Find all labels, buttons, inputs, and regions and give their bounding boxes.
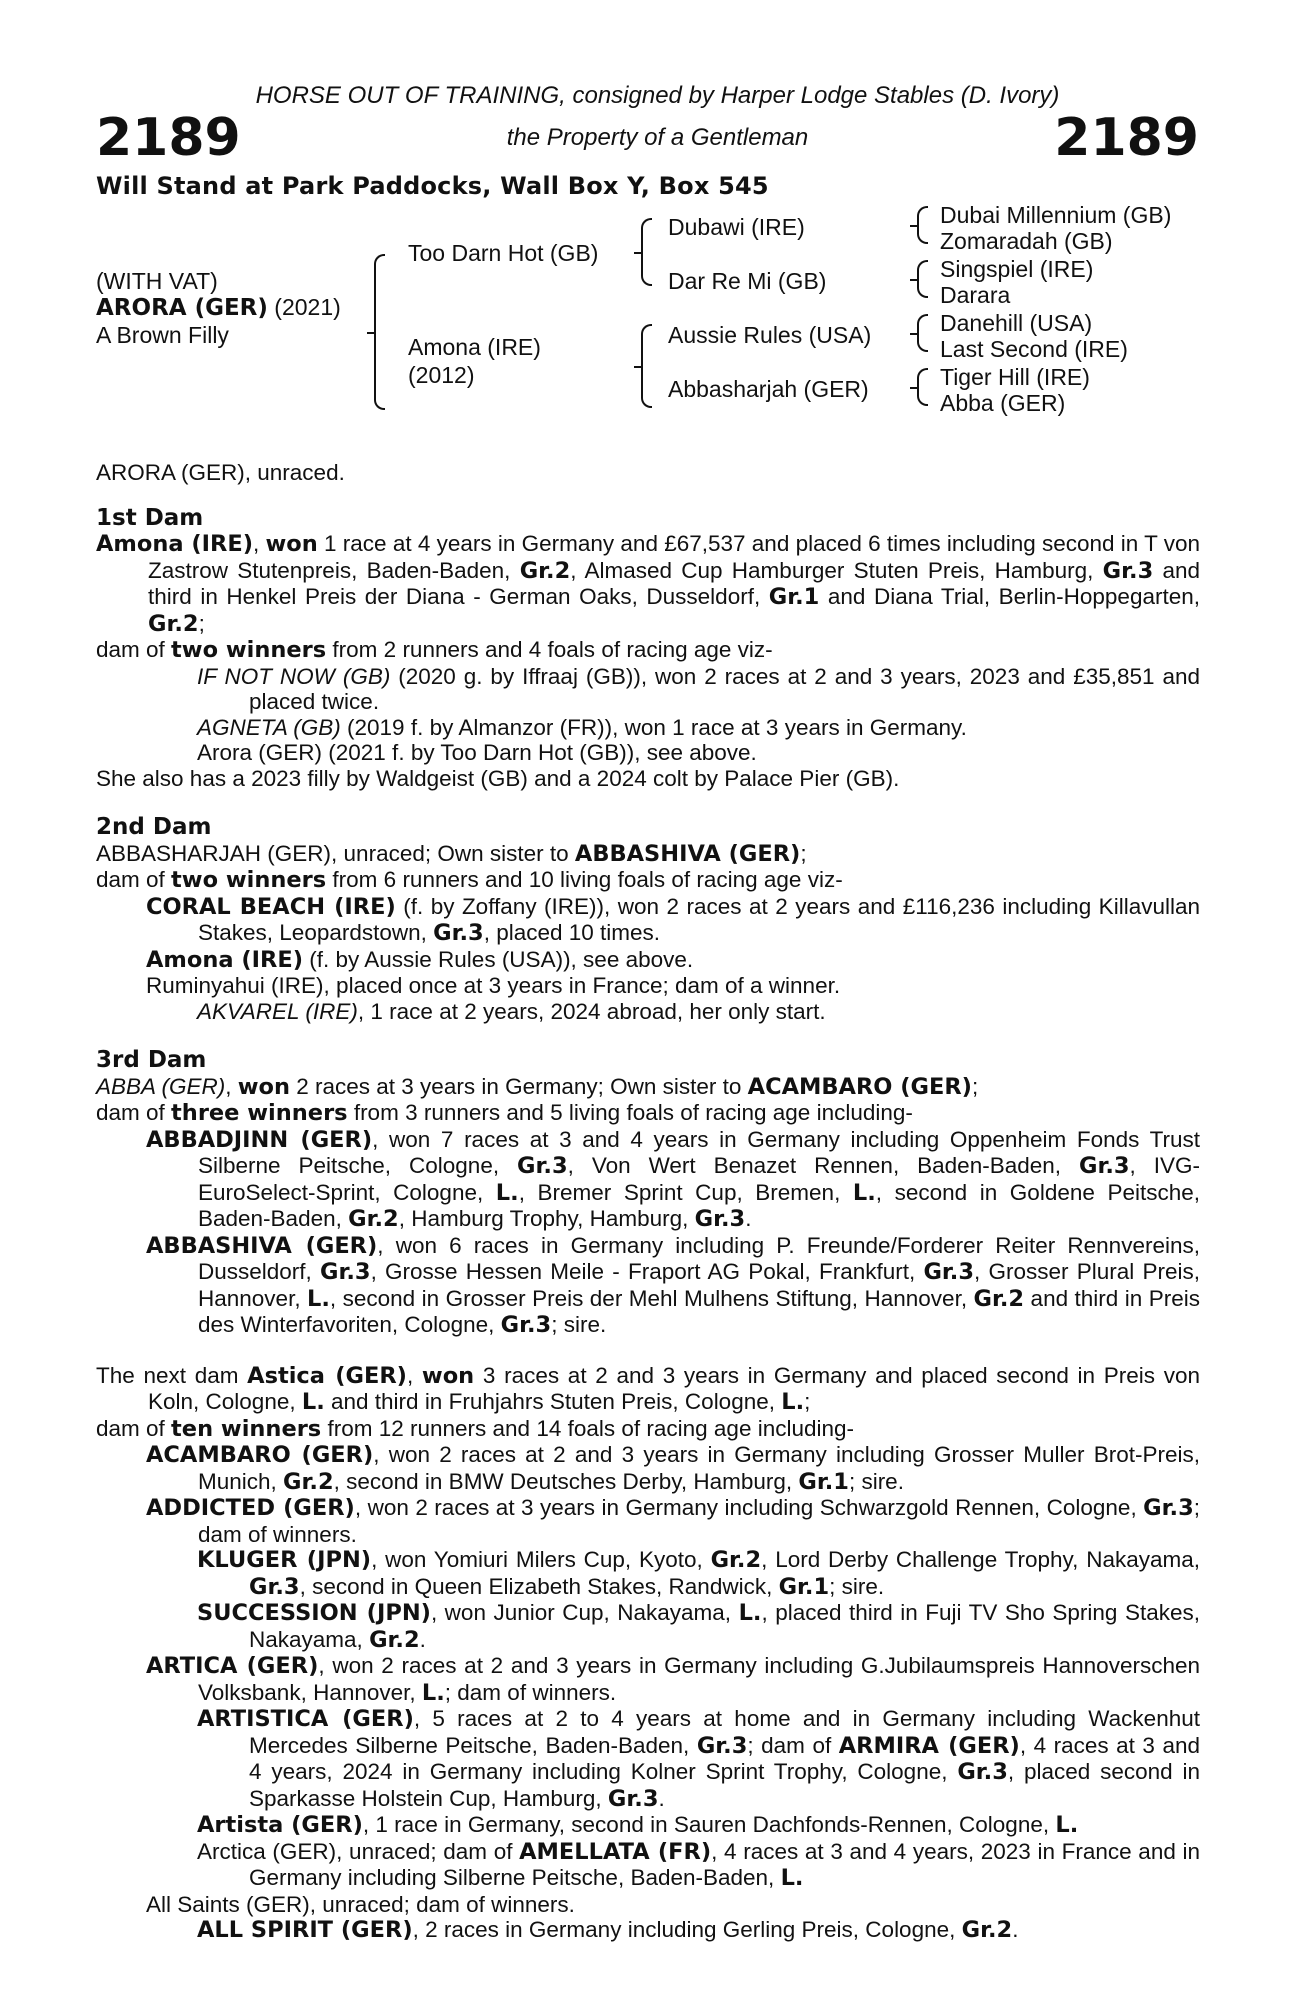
dam-year: (2012) xyxy=(408,362,475,388)
text: (f. by Zoffany (IRE)), won 2 races at 2 years and £116,236 including Killavullan Stakes, Leopardstown, xyxy=(198,893,1200,945)
text: , 1 race at 2 years, 2024 abroad, her only start. xyxy=(357,998,826,1024)
text: , 5 races at 2 to 4 years at home and in Germany including Wackenhut Mercedes Silberne Peitsche, Baden-Baden, xyxy=(249,1706,1200,1758)
foal-artistica xyxy=(96,1706,1200,1812)
first-dam-name: Amona (IRE) xyxy=(96,531,253,557)
foal-addicted xyxy=(96,1495,1200,1547)
text: ; xyxy=(971,1073,979,1099)
foal-all-spirit xyxy=(96,1917,1200,1944)
grade-label: Gr.3 xyxy=(320,1259,371,1285)
granddam-3: Last Second (IRE) xyxy=(940,336,1128,362)
text: ; sire. xyxy=(848,1468,904,1494)
grade-label: Gr.2 xyxy=(348,1206,399,1232)
horse-description: A Brown Filly xyxy=(96,322,229,348)
text: , Von Wert Benazet Rennen, Baden-Baden, xyxy=(567,1153,1079,1178)
text: , xyxy=(225,1073,238,1099)
won-label: won xyxy=(421,1362,475,1389)
brace-dam-parents xyxy=(641,324,652,408)
next-dam-produce-summary xyxy=(96,1416,1200,1443)
text: , second in Queen Elizabeth Stakes, Randwick, xyxy=(299,1573,779,1599)
foal-name: AMELLATA (FR) xyxy=(519,1838,712,1865)
text: , second in Grosser Preis der Mehl Mulhens Stiftung, Hannover, xyxy=(329,1285,974,1311)
grandsire-2: Singspiel (IRE) xyxy=(940,256,1094,282)
grade-label: Gr.2 xyxy=(961,1917,1013,1943)
foal-agneta xyxy=(96,715,1200,741)
text: (f. by Aussie Rules (USA)), see above. xyxy=(302,946,694,972)
text: , placed 10 times. xyxy=(483,920,661,945)
grade-label: L. xyxy=(852,1179,876,1206)
foal-ruminyahui: Ruminyahui (IRE), placed once at 3 years in France; dam of a winner. xyxy=(146,973,841,998)
dam-dam: Abbasharjah (GER) xyxy=(668,376,869,402)
grade-label: Gr.3 xyxy=(1143,1495,1194,1521)
grade-label: L. xyxy=(307,1285,330,1312)
second-dam-produce-summary xyxy=(96,867,1200,894)
granddam-4: Abba (GER) xyxy=(940,390,1066,416)
winners-count: three winners xyxy=(171,1100,348,1126)
foal-arora: Arora (GER) (2021 f. by Too Darn Hot (GB)), see above. xyxy=(197,740,757,765)
won-label: won xyxy=(237,1073,290,1100)
dam: Amona (IRE) xyxy=(408,334,541,360)
foal-akvarel xyxy=(96,999,1200,1025)
text: , won Yomiuri Milers Cup, Kyoto, xyxy=(371,1547,711,1572)
text: dam of xyxy=(96,637,172,662)
text: , 4 races at 3 and 4 years, 2023 in France and in Germany including Silberne Peitsche, Baden-Baden, xyxy=(249,1838,1201,1890)
grade-label: Gr.3 xyxy=(249,1573,300,1600)
grade-label: L. xyxy=(738,1600,762,1626)
intro-line: ARORA (GER), unraced. xyxy=(96,460,345,485)
foal-succession xyxy=(96,1600,1200,1653)
text: 1 race at 4 years in Germany and £67,537 and placed 6 times including second in T von Zastrow Stutenpreis, Baden-Baden, xyxy=(148,531,1201,583)
foal-name: AKVAREL (IRE) xyxy=(197,998,358,1024)
text: , IVG-EuroSelect-Sprint, Cologne, xyxy=(198,1153,1201,1205)
grade-label: L. xyxy=(1055,1812,1079,1838)
dam-sire: Aussie Rules (USA) xyxy=(668,322,872,348)
text: , xyxy=(253,531,266,556)
text: dam of xyxy=(96,1100,172,1125)
grade-label: Gr.3 xyxy=(923,1259,975,1285)
text: , won 2 races at 3 years in Germany including Schwarzgold Rennen, Cologne, xyxy=(354,1495,1144,1520)
text: 2 races at 3 years in Germany; Own sister to xyxy=(289,1073,748,1099)
grandsire-4: Tiger Hill (IRE) xyxy=(940,364,1090,390)
vat-label: (WITH VAT) xyxy=(96,268,218,294)
text: , Grosser Plural Preis, Hannover, xyxy=(198,1259,1200,1311)
first-dam-record xyxy=(96,531,1200,637)
grade-label: L. xyxy=(301,1389,325,1415)
foal-artista xyxy=(96,1812,1200,1839)
text: , placed third in Fuji TV Sho Spring Stakes, Nakayama, xyxy=(249,1600,1200,1652)
grade-label: Gr.2 xyxy=(710,1547,762,1573)
sire-sire: Dubawi (IRE) xyxy=(668,214,805,240)
grade-label: Gr.3 xyxy=(433,920,484,946)
text: (2020 g. by Iffraaj (GB)), won 2 races at 2 and 3 years, 2023 and £35,851 and placed twice. xyxy=(249,663,1200,714)
text: , placed second in Sparkasse Holstein Cup, Hamburg, xyxy=(249,1759,1201,1811)
foal-name: CORAL BEACH (IRE) xyxy=(146,893,396,920)
brace-g2 xyxy=(917,260,928,298)
first-dam-heading: 1st Dam xyxy=(96,504,204,531)
text: . xyxy=(419,1626,426,1652)
text: from 3 runners and 5 living foals of racing age including- xyxy=(347,1100,913,1125)
catalogue-body xyxy=(96,460,1200,1944)
text: ; xyxy=(800,840,807,866)
granddam-2: Darara xyxy=(940,282,1011,308)
won-label: won xyxy=(265,531,318,557)
foal-name: KLUGER (JPN) xyxy=(197,1547,372,1573)
text: ; xyxy=(198,610,205,636)
foal-amona xyxy=(96,947,1200,974)
grade-label: Gr.1 xyxy=(768,584,820,610)
text: , won 7 races at 3 and 4 years in Germany including Oppenheim Fonds Trust Silberne Peitsche, Cologne, xyxy=(198,1126,1200,1178)
second-dam-heading: 2nd Dam xyxy=(96,814,212,840)
foal-kluger xyxy=(96,1547,1200,1600)
stand-location: Will Stand at Park Paddocks, Wall Box Y, Box 545 xyxy=(96,172,769,200)
foal-name: ARMIRA (GER) xyxy=(838,1732,1020,1759)
text: . xyxy=(1012,1917,1019,1942)
next-dam-name: Astica (GER) xyxy=(247,1362,407,1389)
lot-number-left: 2189 xyxy=(96,108,241,168)
foal-artica xyxy=(96,1653,1200,1706)
grade-label: Gr.3 xyxy=(1102,557,1154,584)
text: , Lord Derby Challenge Trophy, Nakayama, xyxy=(761,1547,1200,1572)
next-dam-record xyxy=(96,1363,1200,1416)
grade-label: Gr.2 xyxy=(369,1626,420,1653)
first-dam-produce-summary xyxy=(96,637,1200,664)
text: Arctica (GER), unraced; dam of xyxy=(197,1838,520,1864)
foal-name: ABBASHIVA (GER) xyxy=(146,1232,378,1259)
third-dam-record xyxy=(96,1074,1200,1101)
text: . xyxy=(745,1206,752,1231)
sire: Too Darn Hot (GB) xyxy=(408,240,599,266)
third-dam-produce-summary xyxy=(96,1100,1200,1127)
foal-name: IF NOT NOW (GB) xyxy=(197,663,391,689)
brace-sire-parents xyxy=(641,218,652,286)
grandsire-1: Dubai Millennium (GB) xyxy=(940,202,1172,228)
foal-all-saints: All Saints (GER), unraced; dam of winners. xyxy=(146,1891,575,1917)
grandsire-3: Danehill (USA) xyxy=(940,310,1093,336)
text: ; dam of winners. xyxy=(198,1495,1200,1547)
text: , 1 race in Germany, second in Sauren Dachfonds-Rennen, Cologne, xyxy=(362,1812,1056,1837)
foal-name: ADDICTED (GER) xyxy=(146,1495,355,1521)
sister-name: ACAMBARO (GER) xyxy=(747,1073,972,1100)
grade-label: Gr.1 xyxy=(778,1573,830,1600)
text: ABBASHARJAH (GER), unraced; Own sister to xyxy=(96,840,575,866)
grade-label: L. xyxy=(781,1389,805,1415)
grade-label: Gr.2 xyxy=(519,557,571,584)
text: . xyxy=(658,1785,665,1811)
foal-abbadjinn xyxy=(96,1127,1200,1233)
sire-dam: Dar Re Mi (GB) xyxy=(668,268,827,294)
winners-count: two winners xyxy=(171,637,327,663)
sister-name: ABBASHIVA (GER) xyxy=(574,840,801,867)
horse-name: ARORA (GER) xyxy=(96,295,268,321)
foal-name: Artista (GER) xyxy=(197,1812,363,1838)
grade-label: Gr.3 xyxy=(517,1153,568,1179)
grade-label: Gr.3 xyxy=(1078,1153,1130,1179)
grade-label: Gr.3 xyxy=(957,1759,1008,1785)
text: , won Junior Cup, Nakayama, xyxy=(430,1600,739,1625)
second-dam-record xyxy=(96,841,1200,868)
third-dam-heading: 3rd Dam xyxy=(96,1047,207,1073)
brace-g1 xyxy=(917,206,928,244)
text: from 12 runners and 14 foals of racing age including- xyxy=(321,1415,855,1441)
foal-abbashiva xyxy=(96,1233,1200,1339)
text: , 2 races in Germany including Gerling Preis, Cologne, xyxy=(412,1917,962,1942)
foal-coral-beach xyxy=(96,894,1200,947)
foal-name: ARTISTICA (GER) xyxy=(197,1706,414,1732)
foal-name: ACAMBARO (GER) xyxy=(146,1442,374,1468)
text: ; dam of winners. xyxy=(444,1679,617,1705)
text: and Diana Trial, Berlin-Hoppegarten, xyxy=(819,584,1200,609)
foal-arctica xyxy=(96,1839,1200,1892)
text: , Almased Cup Hamburger Stuten Preis, Hamburg, xyxy=(570,557,1103,583)
text: dam of xyxy=(96,1415,172,1441)
text: ; sire. xyxy=(829,1573,885,1599)
lot-number-right: 2189 xyxy=(1054,108,1199,168)
grade-label: Gr.3 xyxy=(607,1785,659,1812)
text: (2019 f. by Almanzor (FR)), won 1 race at 3 years in Germany. xyxy=(340,714,967,740)
text: , Hamburg Trophy, Hamburg, xyxy=(398,1206,695,1231)
text: from 2 runners and 4 foals of racing age viz- xyxy=(326,637,773,662)
text: ; dam of xyxy=(747,1732,839,1758)
brace-parents xyxy=(374,254,385,410)
winners-count: two winners xyxy=(171,867,327,893)
grade-label: Gr.3 xyxy=(696,1732,748,1759)
text: , won 6 races in Germany including P. Freunde/Forderer Reiter Rennvereins, Dusseldorf, xyxy=(198,1232,1200,1284)
grade-label: Gr.1 xyxy=(798,1468,849,1495)
grade-label: L. xyxy=(421,1679,445,1706)
brace-g4 xyxy=(917,368,928,406)
text: , 4 races at 3 and 4 years, 2024 in Germany including Kolner Sprint Trophy, Cologne, xyxy=(249,1732,1200,1784)
text: 3 races at 2 and 3 years in Germany and placed second in Preis von Koln, Cologne, xyxy=(148,1362,1200,1414)
grade-label: Gr.2 xyxy=(148,610,199,637)
text: and third in Fruhjahrs Stuten Preis, Cologne, xyxy=(324,1389,782,1414)
text: , won 2 races at 2 and 3 years in Germany including G.Jubilaumspreis Hannoverschen Volksbank, Hannover, xyxy=(198,1653,1200,1705)
foal-if-not-now xyxy=(96,664,1200,715)
foal-acambaro xyxy=(96,1442,1200,1495)
text: from 6 runners and 10 living foals of racing age viz- xyxy=(326,867,843,892)
winners-count: ten winners xyxy=(171,1415,322,1442)
grade-label: Gr.3 xyxy=(500,1312,552,1338)
grade-label: Gr.2 xyxy=(283,1468,334,1495)
foal-name: Amona (IRE) xyxy=(146,946,303,973)
text: , second in Goldene Peitsche, Baden-Baden, xyxy=(198,1179,1200,1231)
foal-name: AGNETA (GB) xyxy=(197,714,341,740)
first-dam-also: She also has a 2023 filly by Waldgeist (GB) and a 2024 colt by Palace Pier (GB). xyxy=(96,765,900,791)
text: and third in Preis des Winterfavoriten, Cologne, xyxy=(198,1285,1200,1337)
brace-g3 xyxy=(917,314,928,352)
grade-label: L. xyxy=(495,1179,519,1206)
text: The next dam xyxy=(96,1362,248,1388)
foal-name: ARTICA (GER) xyxy=(146,1653,319,1679)
grade-label: Gr.2 xyxy=(973,1285,1025,1312)
text: , xyxy=(406,1362,422,1388)
foal-name: ABBADJINN (GER) xyxy=(146,1126,373,1153)
property-line: the Property of a Gentleman xyxy=(506,124,809,151)
text: and third in Henkel Preis der Diana - German Oaks, Dusseldorf, xyxy=(148,557,1201,609)
text: ; xyxy=(804,1389,811,1414)
third-dam-name: ABBA (GER) xyxy=(96,1073,226,1099)
horse-year: (2021) xyxy=(274,294,341,320)
text: , won 2 races at 2 and 3 years in Germany including Grosser Muller Brot-Preis, Munich, xyxy=(198,1442,1200,1494)
grade-label: L. xyxy=(780,1865,804,1891)
text: , Grosse Hessen Meile - Fraport AG Pokal, Frankfurt, xyxy=(370,1259,924,1284)
text: , Bremer Sprint Cup, Bremen, xyxy=(518,1179,853,1205)
granddam-1: Zomaradah (GB) xyxy=(940,228,1113,254)
grade-label: Gr.3 xyxy=(694,1206,746,1232)
foal-name: ALL SPIRIT (GER) xyxy=(197,1917,413,1943)
text: , second in BMW Deutsches Derby, Hamburg, xyxy=(333,1468,799,1494)
text: dam of xyxy=(96,867,172,892)
text: ; sire. xyxy=(551,1312,607,1337)
foal-name: SUCCESSION (JPN) xyxy=(197,1600,431,1626)
consignor-line: HORSE OUT OF TRAINING, consigned by Harper Lodge Stables (D. Ivory) xyxy=(255,82,1060,109)
horse-title xyxy=(96,294,341,321)
